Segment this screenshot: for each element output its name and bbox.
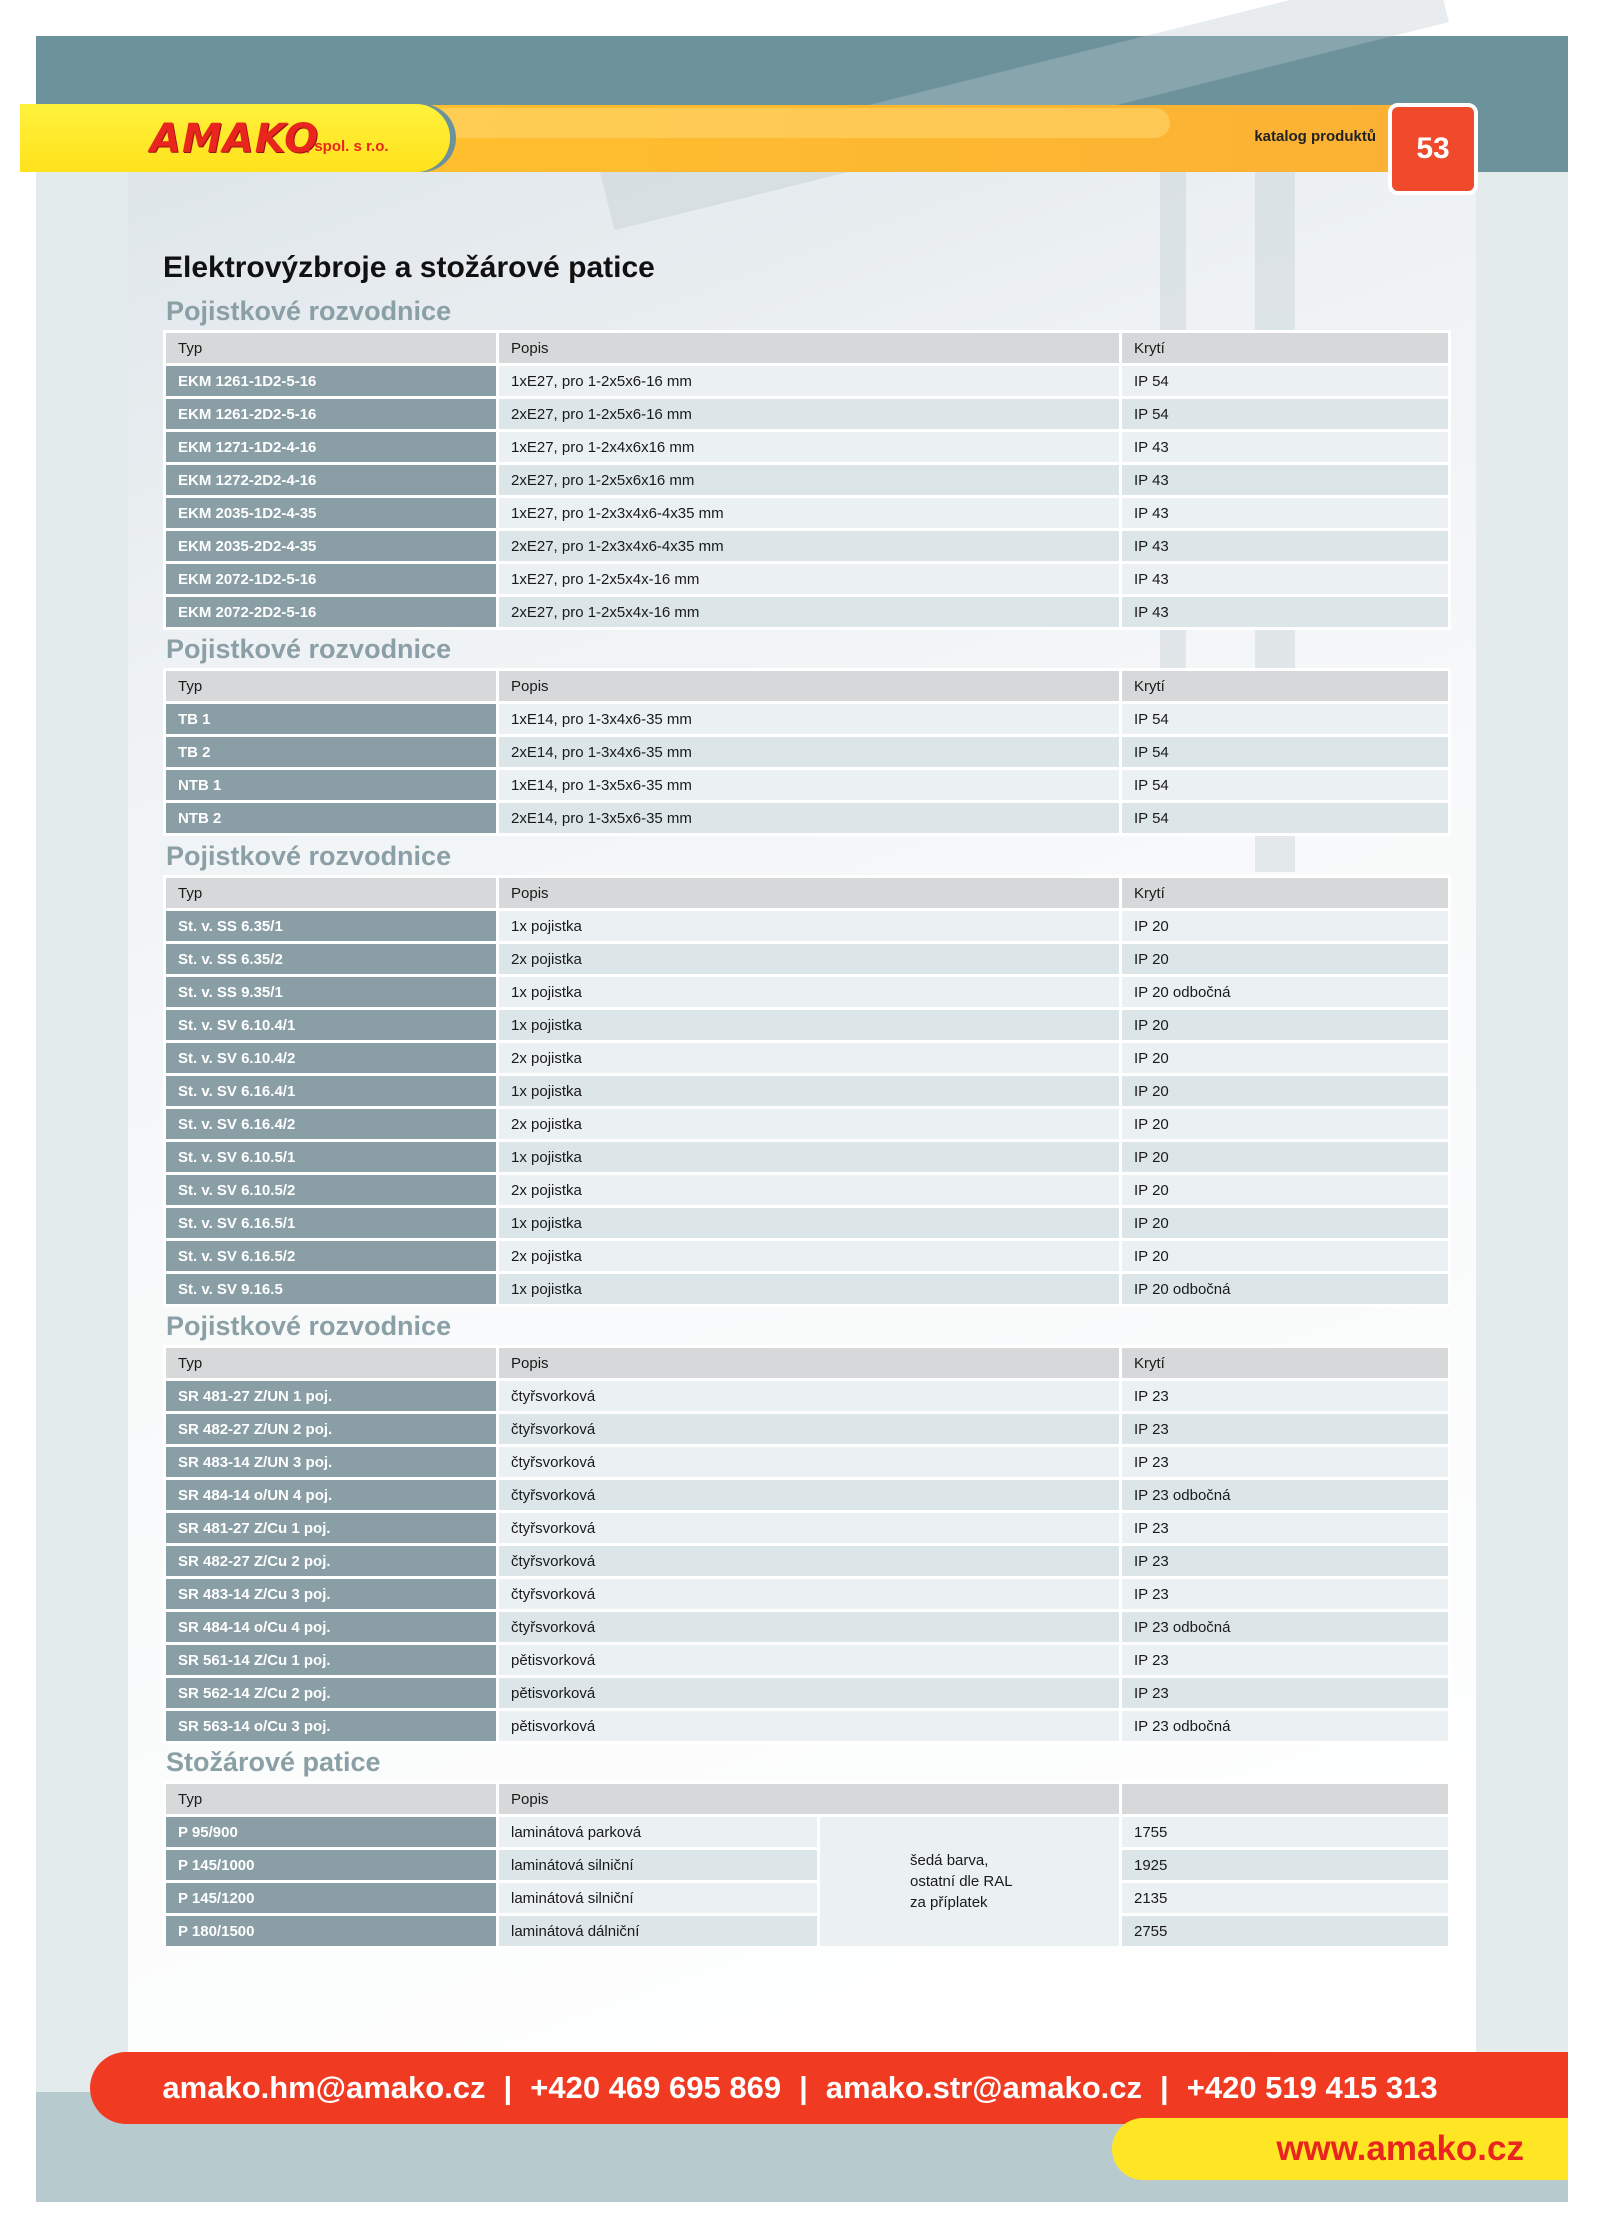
protection-cell: IP 23 (1122, 1414, 1448, 1444)
type-cell: SR 484-14 o/Cu 4 poj. (166, 1612, 496, 1642)
table-row (166, 1612, 1448, 1642)
table-row (166, 1645, 1448, 1675)
description-cell: 2x pojistka (499, 1175, 1119, 1205)
table-row (166, 1817, 1448, 1847)
table-row (166, 1142, 1448, 1172)
table-row (166, 1076, 1448, 1106)
description-cell: čtyřsvorková (499, 1546, 1119, 1576)
protection-cell: IP 20 (1122, 1241, 1448, 1271)
description-cell: 2xE14, pro 1-3x4x6-35 mm (499, 737, 1119, 767)
type-cell: SR 481-27 Z/Cu 1 poj. (166, 1513, 496, 1543)
type-cell: SR 482-27 Z/UN 2 poj. (166, 1414, 496, 1444)
phone-str[interactable]: +420 519 415 313 (1186, 2070, 1438, 2105)
protection-cell: IP 23 (1122, 1546, 1448, 1576)
header-cell: Popis (499, 671, 1119, 701)
footer-separator: | (503, 2070, 513, 2105)
type-cell: TB 1 (166, 704, 496, 734)
description-cell: 1xE27, pro 1-2x3x4x6-4x35 mm (499, 498, 1119, 528)
table-row (166, 1579, 1448, 1609)
description-cell: čtyřsvorková (499, 1612, 1119, 1642)
type-cell: St. v. SS 9.35/1 (166, 977, 496, 1007)
website-link[interactable]: www.amako.cz (1276, 2129, 1524, 2168)
protection-cell: IP 23 odbočná (1122, 1711, 1448, 1741)
right-margin (1476, 172, 1568, 2092)
type-cell: NTB 2 (166, 803, 496, 833)
protection-cell: IP 23 (1122, 1678, 1448, 1708)
description-cell: pětisvorková (499, 1645, 1119, 1675)
type-cell: EKM 1271-1D2-4-16 (166, 432, 496, 462)
footer-separator: | (1160, 2070, 1169, 2105)
type-cell: P 95/900 (166, 1817, 496, 1847)
table-row (166, 1546, 1448, 1576)
price-cell: 2135 (1122, 1883, 1448, 1913)
protection-cell: IP 54 (1122, 803, 1448, 833)
header-cell: Popis (499, 333, 1119, 363)
description-cell: 2x pojistka (499, 1043, 1119, 1073)
header-bar-shine (430, 108, 1170, 138)
protection-cell: IP 20 odbočná (1122, 977, 1448, 1007)
type-cell: EKM 1272-2D2-4-16 (166, 465, 496, 495)
section-title: Stožárové patice (166, 1747, 381, 1777)
header-cell: Popis (499, 1784, 1119, 1814)
protection-cell: IP 43 (1122, 432, 1448, 462)
type-cell: P 145/1000 (166, 1850, 496, 1880)
type-cell: EKM 1261-1D2-5-16 (166, 366, 496, 396)
description-cell: laminátová parková (499, 1817, 817, 1847)
type-cell: TB 2 (166, 737, 496, 767)
page-title: Elektrovýzbroje a stožárové patice (163, 251, 655, 284)
description-cell: 2xE27, pro 1-2x3x4x6-4x35 mm (499, 531, 1119, 561)
table-row (166, 1274, 1448, 1304)
table-row (166, 1381, 1448, 1411)
protection-cell: IP 20 (1122, 1043, 1448, 1073)
description-cell: 1xE14, pro 1-3x5x6-35 mm (499, 770, 1119, 800)
header-cell: Krytí (1122, 671, 1448, 701)
table-row (166, 1109, 1448, 1139)
type-cell: St. v. SV 6.16.4/2 (166, 1109, 496, 1139)
header-cell (1122, 1784, 1448, 1814)
protection-cell: IP 20 odbočná (1122, 1274, 1448, 1304)
header-cell: Krytí (1122, 878, 1448, 908)
footer-separator: | (799, 2070, 808, 2105)
table-row (166, 366, 1448, 396)
table-row (166, 465, 1448, 495)
description-cell: čtyřsvorková (499, 1381, 1119, 1411)
header-cell: Popis (499, 1348, 1119, 1378)
type-cell: St. v. SV 6.10.5/1 (166, 1142, 496, 1172)
type-cell: NTB 1 (166, 770, 496, 800)
email-link-hm[interactable]: amako.hm@amako.cz (162, 2070, 486, 2105)
table-row (166, 1010, 1448, 1040)
type-cell: EKM 1261-2D2-5-16 (166, 399, 496, 429)
section-title: Pojistkové rozvodnice (166, 634, 452, 664)
protection-cell: IP 54 (1122, 770, 1448, 800)
type-cell: St. v. SV 9.16.5 (166, 1274, 496, 1304)
description-cell: 1x pojistka (499, 1010, 1119, 1040)
table-row (166, 944, 1448, 974)
description-cell: 2xE27, pro 1-2x5x6-16 mm (499, 399, 1119, 429)
description-cell: 1xE27, pro 1-2x4x6x16 mm (499, 432, 1119, 462)
type-cell: P 145/1200 (166, 1883, 496, 1913)
type-cell: St. v. SV 6.10.4/2 (166, 1043, 496, 1073)
table-row (166, 1208, 1448, 1238)
table-row (166, 1678, 1448, 1708)
header-cell: Popis (499, 878, 1119, 908)
protection-cell: IP 23 (1122, 1579, 1448, 1609)
description-cell: čtyřsvorková (499, 1513, 1119, 1543)
description-cell: laminátová silniční (499, 1850, 817, 1880)
protection-cell: IP 54 (1122, 737, 1448, 767)
table-row (166, 1241, 1448, 1271)
table-header-row (166, 1784, 1448, 1814)
description-cell: laminátová dálniční (499, 1916, 817, 1946)
description-cell: laminátová silniční (499, 1883, 817, 1913)
protection-cell: IP 23 odbočná (1122, 1480, 1448, 1510)
description-cell: 2xE27, pro 1-2x5x4x-16 mm (499, 597, 1119, 627)
table-header-row (166, 1348, 1448, 1378)
product-table (163, 668, 1451, 836)
table-row (166, 911, 1448, 941)
table-row (166, 1043, 1448, 1073)
description-cell: 2x pojistka (499, 944, 1119, 974)
note-line: šedá barva, (910, 1852, 989, 1869)
table-row (166, 432, 1448, 462)
table-row (166, 1414, 1448, 1444)
protection-cell: IP 23 odbočná (1122, 1612, 1448, 1642)
note-line: za příplatek (910, 1894, 988, 1911)
type-cell: P 180/1500 (166, 1916, 496, 1946)
type-cell: St. v. SV 6.10.4/1 (166, 1010, 496, 1040)
protection-cell: IP 23 (1122, 1381, 1448, 1411)
protection-cell: IP 54 (1122, 399, 1448, 429)
protection-cell: IP 20 (1122, 944, 1448, 974)
table-row (166, 803, 1448, 833)
description-cell: 2xE27, pro 1-2x5x6x16 mm (499, 465, 1119, 495)
header-cell: Typ (166, 878, 496, 908)
description-cell: 1xE27, pro 1-2x5x6-16 mm (499, 366, 1119, 396)
type-cell: SR 562-14 Z/Cu 2 poj. (166, 1678, 496, 1708)
description-cell: 1xE27, pro 1-2x5x4x-16 mm (499, 564, 1119, 594)
table-row (166, 399, 1448, 429)
description-cell: 2xE14, pro 1-3x5x6-35 mm (499, 803, 1119, 833)
description-cell: čtyřsvorková (499, 1447, 1119, 1477)
table-row (166, 977, 1448, 1007)
protection-cell: IP 20 (1122, 1109, 1448, 1139)
product-table (163, 330, 1451, 630)
description-cell: 2x pojistka (499, 1241, 1119, 1271)
table-row (166, 704, 1448, 734)
table-row (166, 770, 1448, 800)
type-cell: EKM 2035-1D2-4-35 (166, 498, 496, 528)
description-cell: pětisvorková (499, 1678, 1119, 1708)
description-cell: čtyřsvorková (499, 1414, 1119, 1444)
description-cell: 1x pojistka (499, 1142, 1119, 1172)
description-cell: 2x pojistka (499, 1109, 1119, 1139)
protection-cell: IP 20 (1122, 1010, 1448, 1040)
description-cell: 1x pojistka (499, 911, 1119, 941)
protection-cell: IP 23 (1122, 1645, 1448, 1675)
type-cell: St. v. SV 6.16.4/1 (166, 1076, 496, 1106)
type-cell: St. v. SV 6.10.5/2 (166, 1175, 496, 1205)
description-cell: čtyřsvorková (499, 1579, 1119, 1609)
price-cell: 2755 (1122, 1916, 1448, 1946)
table-row (166, 498, 1448, 528)
table-row (166, 1711, 1448, 1741)
protection-cell: IP 43 (1122, 531, 1448, 561)
type-cell: EKM 2035-2D2-4-35 (166, 531, 496, 561)
brand-logo: AMAKO (150, 116, 320, 162)
catalog-label: katalog produktů (1254, 128, 1376, 145)
type-cell: SR 482-27 Z/Cu 2 poj. (166, 1546, 496, 1576)
table-row (166, 597, 1448, 627)
protection-cell: IP 20 (1122, 1208, 1448, 1238)
table-row (166, 737, 1448, 767)
type-cell: SR 561-14 Z/Cu 1 poj. (166, 1645, 496, 1675)
phone-hm[interactable]: +420 469 695 869 (530, 2070, 782, 2105)
type-cell: SR 483-14 Z/Cu 3 poj. (166, 1579, 496, 1609)
brand-suffix: , spol. s r.o. (306, 138, 389, 155)
protection-cell: IP 23 (1122, 1513, 1448, 1543)
header-cell: Typ (166, 333, 496, 363)
description-cell: 1xE14, pro 1-3x4x6-35 mm (499, 704, 1119, 734)
protection-cell: IP 43 (1122, 597, 1448, 627)
protection-cell: IP 20 (1122, 1175, 1448, 1205)
left-margin (36, 172, 128, 2092)
type-cell: St. v. SV 6.16.5/2 (166, 1241, 496, 1271)
table-row (166, 1175, 1448, 1205)
type-cell: St. v. SS 6.35/2 (166, 944, 496, 974)
type-cell: SR 563-14 o/Cu 3 poj. (166, 1711, 496, 1741)
header-cell: Typ (166, 671, 496, 701)
section-title: Pojistkové rozvodnice (166, 841, 452, 871)
description-cell: 1x pojistka (499, 977, 1119, 1007)
protection-cell: IP 20 (1122, 911, 1448, 941)
protection-cell: IP 20 (1122, 1076, 1448, 1106)
poles-table (163, 1781, 1451, 1949)
table-row (166, 1883, 1448, 1913)
price-cell: 1925 (1122, 1850, 1448, 1880)
table-row (166, 1480, 1448, 1510)
section-title: Pojistkové rozvodnice (166, 296, 452, 326)
type-cell: SR 483-14 Z/UN 3 poj. (166, 1447, 496, 1477)
table-row (166, 1916, 1448, 1946)
description-cell: 1x pojistka (499, 1076, 1119, 1106)
page-number-badge: 53 (1388, 103, 1478, 195)
note-line: ostatní dle RAL (910, 1873, 1013, 1890)
type-cell: SR 481-27 Z/UN 1 poj. (166, 1381, 496, 1411)
type-cell: SR 484-14 o/UN 4 poj. (166, 1480, 496, 1510)
protection-cell: IP 54 (1122, 366, 1448, 396)
header-cell: Typ (166, 1784, 496, 1814)
email-link-str[interactable]: amako.str@amako.cz (825, 2070, 1143, 2105)
table-row (166, 1850, 1448, 1880)
protection-cell: IP 23 (1122, 1447, 1448, 1477)
header-cell: Typ (166, 1348, 496, 1378)
table-header-row (166, 878, 1448, 908)
description-cell: 1x pojistka (499, 1208, 1119, 1238)
price-cell: 1755 (1122, 1817, 1448, 1847)
protection-cell: IP 54 (1122, 704, 1448, 734)
section-title: Pojistkové rozvodnice (166, 1311, 452, 1341)
table-row (166, 1513, 1448, 1543)
description-cell: pětisvorková (499, 1711, 1119, 1741)
table-header-row (166, 333, 1448, 363)
header-cell: Krytí (1122, 333, 1448, 363)
type-cell: EKM 2072-2D2-5-16 (166, 597, 496, 627)
type-cell: EKM 2072-1D2-5-16 (166, 564, 496, 594)
protection-cell: IP 43 (1122, 498, 1448, 528)
table-row (166, 1447, 1448, 1477)
product-table (163, 1345, 1451, 1744)
type-cell: St. v. SS 6.35/1 (166, 911, 496, 941)
protection-cell: IP 43 (1122, 564, 1448, 594)
type-cell: St. v. SV 6.16.5/1 (166, 1208, 496, 1238)
color-note (820, 1817, 1119, 1946)
description-cell: čtyřsvorková (499, 1480, 1119, 1510)
protection-cell: IP 20 (1122, 1142, 1448, 1172)
table-row (166, 531, 1448, 561)
product-table (163, 875, 1451, 1307)
table-row (166, 564, 1448, 594)
footer-contacts (90, 2052, 1510, 2124)
protection-cell: IP 43 (1122, 465, 1448, 495)
description-cell: 1x pojistka (499, 1274, 1119, 1304)
table-header-row (166, 671, 1448, 701)
header-cell: Krytí (1122, 1348, 1448, 1378)
